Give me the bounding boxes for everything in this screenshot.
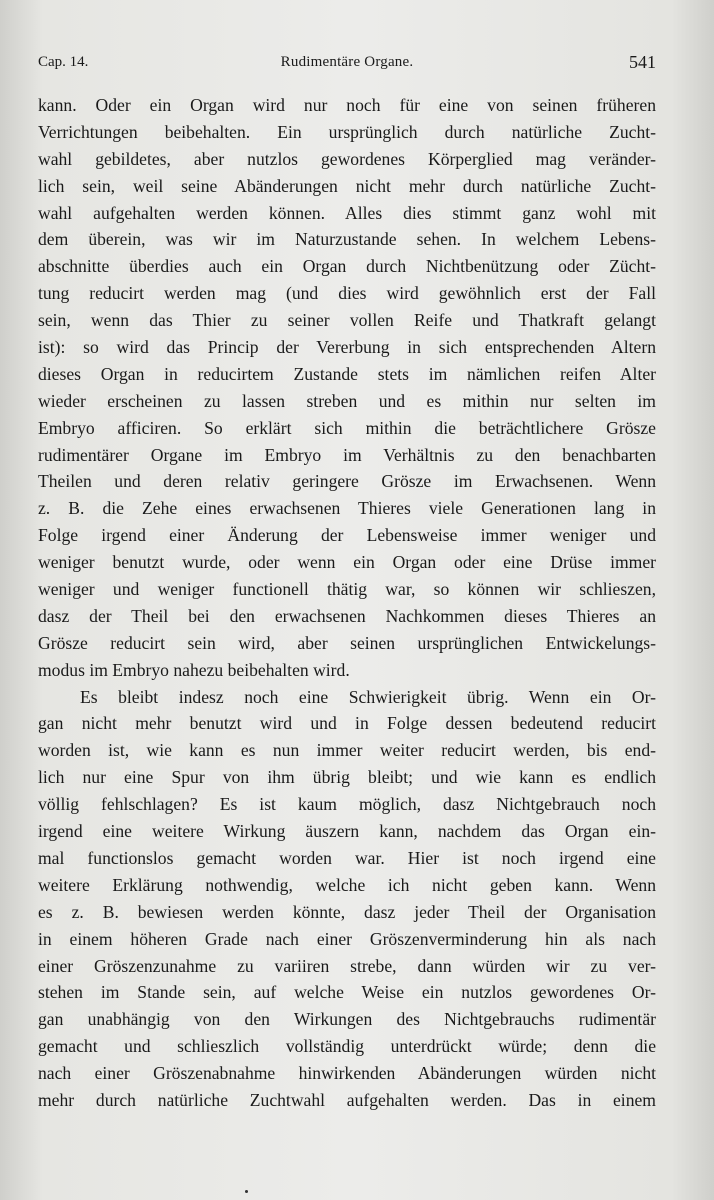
print-speck — [245, 1190, 248, 1193]
text-line: Embryo afficiren. So erklärt sich mithin die beträchtlichere Grösze — [38, 417, 656, 438]
running-head — [38, 52, 656, 80]
text-line: Folge irgend einer Änderung der Lebensweise immer weniger und — [38, 525, 656, 546]
text-line: weniger benutzt wurde, oder wenn ein Organ oder eine Drüse immer — [38, 552, 656, 573]
text-line: ist): so wird das Princip der Vererbung in sich entsprechenden Altern — [38, 337, 656, 358]
text-line: gan nicht mehr benutzt wird und in Folge dessen bedeutend reducirt — [38, 713, 656, 734]
text-line: wahl aufgehalten werden können. Alles dies stimmt ganz wohl mit — [38, 202, 656, 223]
text-line: worden ist, wie kann es nun immer weiter reducirt werden, bis end- — [38, 740, 656, 761]
text-line: lich nur eine Spur von ihm übrig bleibt; und wie kann es endlich — [38, 767, 656, 788]
text-line: abschnitte überdies auch ein Organ durch Nichtbenützung oder Zücht- — [38, 256, 656, 277]
text-line: gemacht und schlieszlich vollständig unterdrückt würde; denn die — [38, 1036, 656, 1057]
text-line: Es bleibt indesz noch eine Schwierigkeit übrig. Wenn ein Or- — [80, 686, 656, 707]
paragraph — [38, 684, 656, 1114]
text-line: z. B. die Zehe eines erwachsenen Thieres viele Generationen lang in — [38, 498, 656, 519]
text-line: einer Gröszenzunahme zu variiren strebe, dann würden wir zu ver- — [38, 955, 656, 976]
text-line: irgend eine weitere Wirkung äuszern kann, nachdem das Organ ein- — [38, 821, 656, 842]
text-line: Verrichtungen beibehalten. Ein ursprünglich durch natürliche Zucht- — [38, 121, 656, 142]
text-line: lich sein, weil seine Abänderungen nicht mehr durch natürliche Zucht- — [38, 175, 656, 196]
text-line: nach einer Gröszenabnahme hinwirkenden Abänderungen würden nicht — [38, 1063, 656, 1084]
text-line: in einem höheren Grade nach einer Gröszenverminderung hin als nach — [38, 928, 656, 949]
text-line: weniger und weniger functionell thätig war, so können wir schlieszen, — [38, 579, 656, 600]
body-text — [38, 92, 656, 1114]
text-line: sein, wenn das Thier zu seiner vollen Reife und Thatkraft gelangt — [38, 310, 656, 331]
text-line: rudimentärer Organe im Embryo im Verhältnis zu den benachbarten — [38, 444, 656, 465]
text-line: mehr durch natürliche Zuchtwahl aufgehalten werden. Das in einem — [38, 1089, 656, 1110]
text-line: dem überein, was wir im Naturzustande sehen. In welchem Lebens- — [38, 229, 656, 250]
text-line: Grösze reducirt sein wird, aber seinen ursprünglichen Entwickelungs- — [38, 632, 656, 653]
text-line: Theilen und deren relativ geringere Grösze im Erwachsenen. Wenn — [38, 471, 656, 492]
text-line: es z. B. bewiesen werden könnte, dasz jeder Theil der Organisation — [38, 901, 656, 922]
text-line: dieses Organ in reducirtem Zustande stets im nämlichen reifen Alter — [38, 363, 656, 384]
page-number: 541 — [629, 52, 656, 72]
paragraph — [38, 92, 656, 684]
text-line: weitere Erklärung nothwendig, welche ich nicht geben kann. Wenn — [38, 874, 656, 895]
chapter-label: Cap. 14. — [38, 54, 89, 70]
text-line: gan unabhängig von den Wirkungen des Nichtgebrauchs rudimentär — [38, 1009, 656, 1030]
text-line: wieder erscheinen zu lassen streben und es mithin nur selten im — [38, 390, 656, 411]
text-line: stehen im Stande sein, auf welche Weise ein nutzlos gewordenes Or- — [38, 982, 656, 1003]
text-line: modus im Embryo nahezu beibehalten wird. — [38, 659, 350, 680]
text-line: wahl gebildetes, aber nutzlos gewordenes Körperglied mag veränder- — [38, 148, 656, 169]
text-line: tung reducirt werden mag (und dies wird gewöhnlich erst der Fall — [38, 283, 656, 304]
running-title: Rudimentäre Organe. — [280, 54, 414, 70]
text-line: völlig fehlschlagen? Es ist kaum möglich, dasz Nichtgebrauch noch — [38, 794, 656, 815]
text-line: kann. Oder ein Organ wird nur noch für eine von seinen früheren — [38, 95, 656, 115]
text-line: dasz der Theil bei den erwachsenen Nachkommen dieses Thieres an — [38, 605, 656, 626]
text-line: mal functionslos gemacht worden war. Hier ist noch irgend eine — [38, 847, 656, 868]
